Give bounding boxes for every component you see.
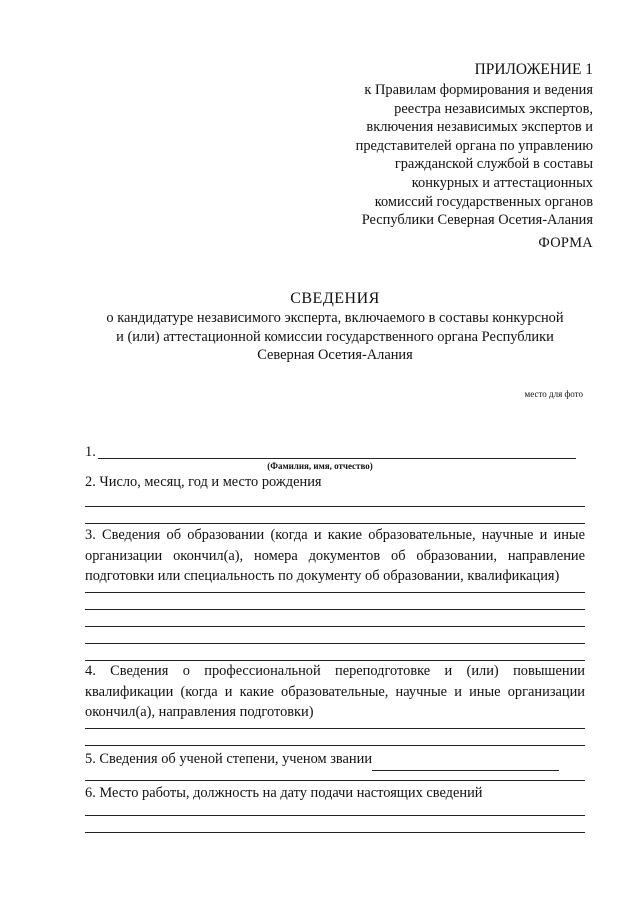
- subtitle-line: и (или) аттестационной комиссии государственного органа Республики: [116, 328, 554, 345]
- appendix-line: представителей органа по управлению: [355, 137, 593, 154]
- subtitle-line: о кандидатуре независимого эксперта, включаемого в составы конкурсной: [106, 310, 564, 326]
- appendix-line: комиссий государственных органов: [374, 193, 593, 210]
- item-4-label: 4. Сведения о профессиональной переподготовке и (или) повышении квалификации (когда и какие образовательные, научные и иные организации окончил(а), направления подготовки): [85, 663, 585, 720]
- item-5-label: 5. Сведения об ученой степени, ученом звании: [85, 751, 373, 767]
- appendix-line: гражданской службой в составы: [394, 156, 593, 173]
- item-1-label: 1.: [85, 444, 96, 460]
- appendix-line: конкурных и аттестационных: [411, 174, 593, 191]
- form-label: ФОРМА: [538, 235, 593, 251]
- degree-line[interactable]: [85, 780, 585, 781]
- appendix-reference: [356, 81, 593, 230]
- birth-info-line[interactable]: [85, 523, 585, 524]
- appendix-line: включения независимых экспертов и: [366, 119, 593, 136]
- education-line[interactable]: [85, 609, 585, 610]
- workplace-line[interactable]: [85, 832, 585, 833]
- subtitle-line: Северная Осетия-Алания: [257, 347, 413, 364]
- full-name-hint: (Фамилия, имя, отчество): [267, 461, 373, 471]
- appendix-line: реестра независимых экспертов,: [394, 100, 593, 117]
- full-name-line[interactable]: [98, 458, 576, 459]
- document-subtitle: [85, 309, 585, 365]
- document-title: СВЕДЕНИЯ: [290, 290, 380, 307]
- appendix-line: Республики Северная Осетия-Алания: [361, 212, 593, 229]
- retraining-line[interactable]: [85, 745, 585, 746]
- education-line[interactable]: [85, 643, 585, 644]
- education-line[interactable]: [85, 592, 585, 593]
- workplace-line[interactable]: [85, 815, 585, 816]
- item-5-row: [85, 749, 585, 771]
- education-line[interactable]: [85, 626, 585, 627]
- degree-field-line[interactable]: [372, 749, 559, 771]
- item-2-label: 2. Число, месяц, год и место рождения: [85, 474, 322, 490]
- retraining-line[interactable]: [85, 728, 585, 729]
- appendix-line: к Правилам формирования и ведения: [364, 82, 593, 98]
- photo-placeholder-label: место для фото: [524, 389, 583, 399]
- birth-info-line[interactable]: [85, 506, 585, 507]
- item-6-label: 6. Место работы, должность на дату подачи настоящих сведений: [85, 785, 483, 801]
- item-3-label: 3. Сведения об образовании (когда и какие образовательные, научные и иные организации окончил(а), номера документов об образовании, направление подготовки или специальность по документу об образовании, квалификация): [85, 527, 585, 584]
- appendix-title: ПРИЛОЖЕНИЕ 1: [474, 61, 593, 78]
